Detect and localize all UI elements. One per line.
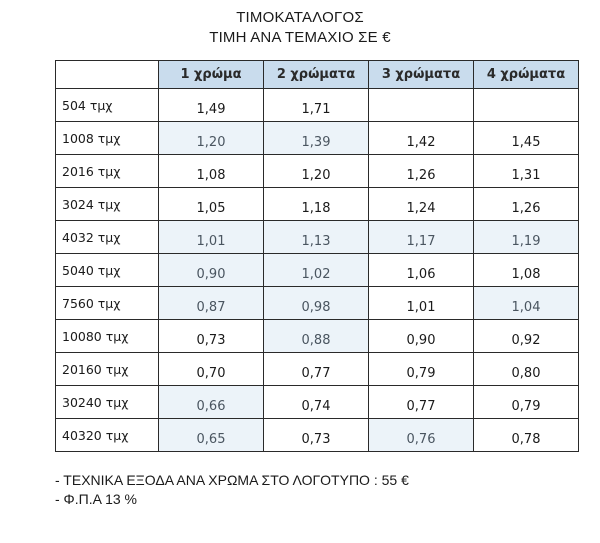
- price-cell: 0,79: [474, 386, 579, 419]
- price-cell: 1,20: [264, 155, 369, 188]
- quantity-cell: 4032 τμχ: [56, 221, 159, 254]
- page-subtitle: ΤΙΜΗ ΑΝΑ ΤΕΜΑΧΙΟ ΣΕ €: [209, 29, 391, 46]
- price-cell: 1,08: [159, 155, 264, 188]
- price-cell: 0,90: [369, 320, 474, 353]
- price-cell: 0,77: [264, 353, 369, 386]
- price-cell: 0,73: [264, 419, 369, 452]
- quantity-cell: 5040 τμχ: [56, 254, 159, 287]
- note-setup-cost: - ΤΕΧΝΙΚΑ ΕΞΟΔΑ ΑΝΑ ΧΡΩΜΑ ΣΤΟ ΛΟΓΟΤΥΠΟ : 55 €: [55, 472, 409, 488]
- price-cell: 1,13: [264, 221, 369, 254]
- price-cell: 0,66: [159, 386, 264, 419]
- price-cell: 1,20: [159, 122, 264, 155]
- price-table: [55, 60, 579, 452]
- quantity-cell: 30240 τμχ: [56, 386, 159, 419]
- price-cell: 0,73: [159, 320, 264, 353]
- price-cell: 1,26: [474, 188, 579, 221]
- price-cell: 1,04: [474, 287, 579, 320]
- price-cell: 0,88: [264, 320, 369, 353]
- table-row: [56, 89, 579, 122]
- table-row: [56, 122, 579, 155]
- price-cell: 1,19: [474, 221, 579, 254]
- table-body: [56, 89, 579, 452]
- quantity-cell: 3024 τμχ: [56, 188, 159, 221]
- price-cell: 1,02: [264, 254, 369, 287]
- price-cell: 0,79: [369, 353, 474, 386]
- price-cell: 1,05: [159, 188, 264, 221]
- column-header: 1 χρώμα: [159, 61, 264, 89]
- price-cell: 1,24: [369, 188, 474, 221]
- price-cell: 1,01: [159, 221, 264, 254]
- empty-price-cell: [474, 89, 579, 122]
- table-row: [56, 353, 579, 386]
- price-cell: 0,70: [159, 353, 264, 386]
- table-row: [56, 386, 579, 419]
- table-row: [56, 419, 579, 452]
- price-cell: 0,77: [369, 386, 474, 419]
- quantity-cell: 1008 τμχ: [56, 122, 159, 155]
- price-cell: 0,80: [474, 353, 579, 386]
- price-cell: 1,39: [264, 122, 369, 155]
- price-cell: 0,65: [159, 419, 264, 452]
- price-cell: 1,26: [369, 155, 474, 188]
- table-row: [56, 188, 579, 221]
- note-vat: - Φ.Π.Α 13 %: [55, 491, 137, 507]
- quantity-cell: 7560 τμχ: [56, 287, 159, 320]
- price-cell: 1,49: [159, 89, 264, 122]
- quantity-cell: 2016 τμχ: [56, 155, 159, 188]
- price-cell: 1,08: [474, 254, 579, 287]
- column-header: 2 χρώματα: [264, 61, 369, 89]
- price-cell: 1,71: [264, 89, 369, 122]
- column-header: 3 χρώματα: [369, 61, 474, 89]
- price-cell: 0,90: [159, 254, 264, 287]
- price-cell: 0,78: [474, 419, 579, 452]
- price-cell: 1,42: [369, 122, 474, 155]
- price-cell: 0,98: [264, 287, 369, 320]
- price-cell: 0,74: [264, 386, 369, 419]
- price-cell: 1,31: [474, 155, 579, 188]
- table-header-row: [56, 61, 579, 89]
- table-corner-cell: [56, 61, 159, 89]
- quantity-cell: 40320 τμχ: [56, 419, 159, 452]
- table-row: [56, 287, 579, 320]
- price-cell: 1,45: [474, 122, 579, 155]
- quantity-cell: 504 τμχ: [56, 89, 159, 122]
- price-cell: 1,17: [369, 221, 474, 254]
- empty-price-cell: [369, 89, 474, 122]
- price-cell: 1,06: [369, 254, 474, 287]
- price-cell: 0,87: [159, 287, 264, 320]
- quantity-cell: 20160 τμχ: [56, 353, 159, 386]
- price-cell: 1,01: [369, 287, 474, 320]
- table-row: [56, 254, 579, 287]
- notes: [55, 471, 409, 509]
- price-cell: 0,92: [474, 320, 579, 353]
- price-cell: 0,76: [369, 419, 474, 452]
- quantity-cell: 10080 τμχ: [56, 320, 159, 353]
- column-header: 4 χρώματα: [474, 61, 579, 89]
- price-cell: 1,18: [264, 188, 369, 221]
- page-title: ΤΙΜΟΚΑΤΑΛΟΓΟΣ: [236, 9, 364, 26]
- table-row: [56, 155, 579, 188]
- table-row: [56, 221, 579, 254]
- table-row: [56, 320, 579, 353]
